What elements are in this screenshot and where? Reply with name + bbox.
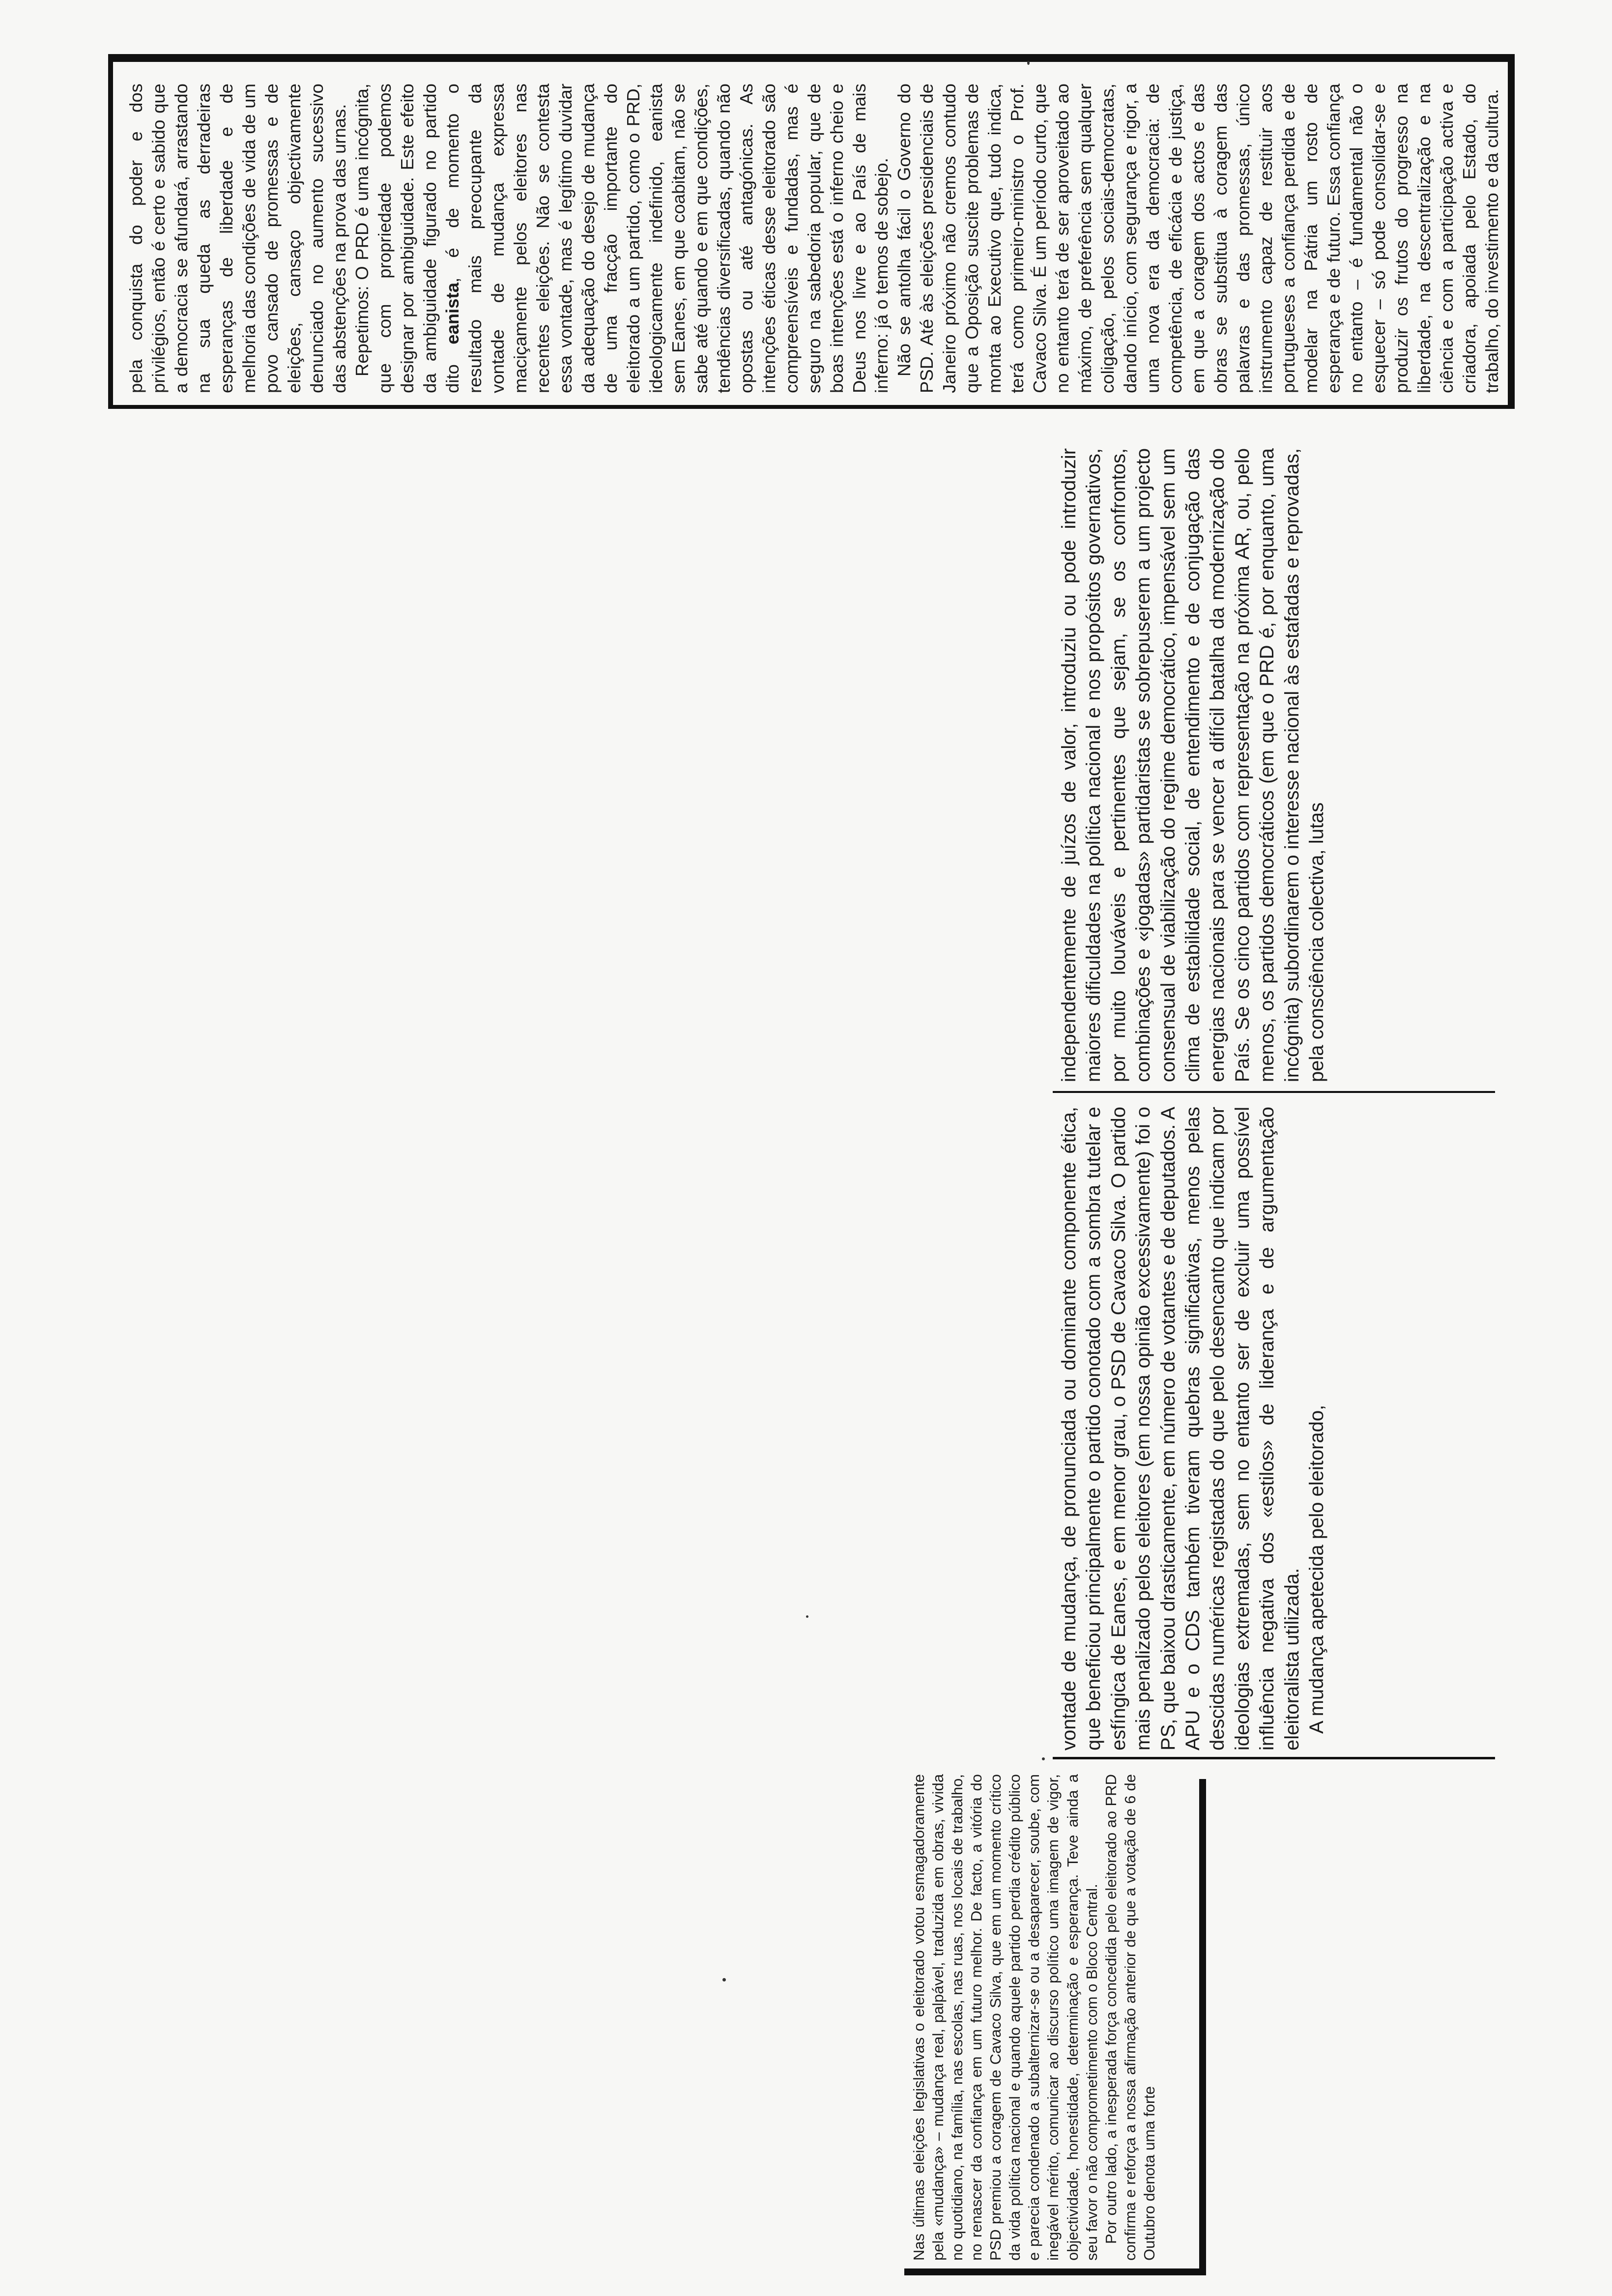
block-b-left-rule xyxy=(1053,1757,1495,1759)
block-d-right-border xyxy=(108,54,1514,62)
column-a-paragraph-2: Por outro lado, a inesperada força concedida pelo eleitorado ao PRD confirma e reforça a nossa afirmação anterior de que a votação de 6 de Outubro denota uma forte xyxy=(1102,1774,1158,2261)
block-d-left-border xyxy=(108,405,1515,409)
column-d-paragraph-2-start: Repetimos: O PRD é uma incógnita, que com propriedade podemos designar por ambiguidade. Este efeito da ambiguidade figurado no partido dito xyxy=(351,84,462,393)
scan-speck xyxy=(722,1978,726,1981)
block-d-top-border xyxy=(108,55,113,409)
article-block-d xyxy=(108,55,1519,409)
column-a-paragraph-1: Nas últimas eleições legislativas o eleitorado votou esmagadoramente pela «mudança» – mudança real, palpável, traduzida em obras, vivida no quotidiano, na família, nas escolas, nas ruas, nos locais de trabalho, no renascer da confiança em um futuro melhor. De facto, a vitória do PSD premiou a coragem de Cavaco Silva, que em um momento crítico da vida política nacional e quando aquele partido perdia crédito público e parecia condenado a subalternizar-se ou a desaparecer, soube, com inegável mérito, comunicar ao discurso político uma imagem de vigor, objectividade, honestidade, determinação e esperança. Teve ainda a seu favor o não comprometimento com o Bloco Central. xyxy=(910,1774,1100,2261)
eanista-emphasis: eanista xyxy=(442,282,462,344)
article-block-b xyxy=(1057,1107,1506,1751)
column-b xyxy=(1057,1107,1329,1751)
scan-speck xyxy=(806,1615,808,1618)
block-a-left-border xyxy=(904,2268,1205,2275)
column-d-paragraph-3: Não se antolha fácil o Governo do PSD. Até às eleições presidenciais de Janeiro próximo não cremos contudo que a Oposição suscite problemas de monta ao Executivo que, tudo indica, terá como primeiro-ministro o Prof. Cavaco Silva. É um período curto, que no entanto terá de ser aproveitado ao máximo, de preferência sem qualquer coligação, pelos sociais-democratas, dando início, com segurança e rigor, a uma nova era da democracia: de competência, de eficácia e de justiça, em que a coragem dos actos e das obras se substitua à coragem das palavras e das promessas, único instrumento capaz de restituir aos portugueses a confiança perdida e de modelar na Pátria um rosto de esperança e de futuro. Essa confiança no entanto – é fundamental não o esquecer – só pode consolidar-se e produzir os frutos do progresso na liberdade, na descentralização e na ciência e com a participação activa e criadora, apoiada pelo Estado, do trabalho, do investimento e da cultura. xyxy=(894,84,1502,393)
scan-speck xyxy=(1027,61,1030,65)
column-b-paragraph-1: vontade de mudança, de pronunciada ou dominante componente ética, que beneficiou principalmente o partido conotado com a sombra tutelar e esfíngica de Eanes, e em menor grau, o PSD de Cavaco Silva. O partido mais penalizado pelos eleitores (em nossa opinião excessivamente) foi o PS, que baixou drasticamente, em número de votantes e de deputados. A APU e o CDS também tiveram quebras significativas, menos pelas descidas numéricas registadas do que pelo desencanto que indicam por ideologias extremadas, sem no entanto ser de excluir uma possível influência negativa dos «estilos» de liderança e de argumentação eleitoralista utilizada. xyxy=(1058,1107,1303,1751)
article-block-a xyxy=(909,1774,1184,2261)
article-block-c xyxy=(1057,448,1506,1082)
column-c-paragraph-1: independentemente de juízos de valor, introduziu ou pode introduzir maiores dificuldades na política nacional e nos propósitos governativos, por muito louváveis e pertinentes que sejam, se os confrontos, combinações e «jogadas» partidaristas se sobrepuserem a um projecto consensual de viabilização do regime democrático, impensável sem um clima de estabilidade social, de entendimento e de conjugação das energias nacionais para se vencer a difícil batalha da modernização do País. Se os cinco partidos com representação na próxima AR, ou, pelo menos, os partidos democráticos (em que o PRD é, por enquanto, uma incógnita) subordinarem o interesse nacional às estafadas e reprovadas, pela consciência colectiva, lutas xyxy=(1058,448,1328,1082)
block-a-bottom-border xyxy=(1199,1779,1206,2275)
block-d-bottom-border xyxy=(1508,54,1515,409)
block-c-left-rule xyxy=(1053,1091,1495,1093)
column-a xyxy=(909,1774,1159,2261)
column-c xyxy=(1057,448,1329,1082)
column-d-paragraph-2 xyxy=(351,84,893,393)
column-b-paragraph-2: A mudança apetecida pelo eleitorado, xyxy=(1306,1405,1328,1734)
column-d xyxy=(125,84,1503,393)
scan-speck xyxy=(1042,1757,1045,1760)
column-d-paragraph-1: pela conquista do poder e dos privilégios, então é certo e sabido que a democracia se afundará, arrastando na sua queda as derradeiras esperanças de liberdade e de melhoria das condições de vida de um povo cansado de promessas e de eleições, cansaço objectivamente denunciado no aumento sucessivo das abstenções na prova das urnas. xyxy=(126,84,349,393)
column-d-paragraph-2-end: , é de momento o resultado mais preocupante da vontade de mudança expressa maciçamente pelos eleitores nas recentes eleições. Não se contesta essa vontade, mas é legítimo duvidar da adequação do desejo de mudança de uma fracção importante do eleitorado a um partido, como o PRD, ideologicamente indefinido, eanista sem Eanes, em que coabitam, não se sabe até quando e em que condições, tendências diversificadas, quando não opostas ou até antagónicas. As intenções éticas desse eleitorado são compreensíveis e fundadas, mas é seguro na sabedoria popular, que de boas intenções está o inferno cheio e Deus nos livre e ao País de mais inferno: já o temos de sobejo. xyxy=(442,84,892,393)
